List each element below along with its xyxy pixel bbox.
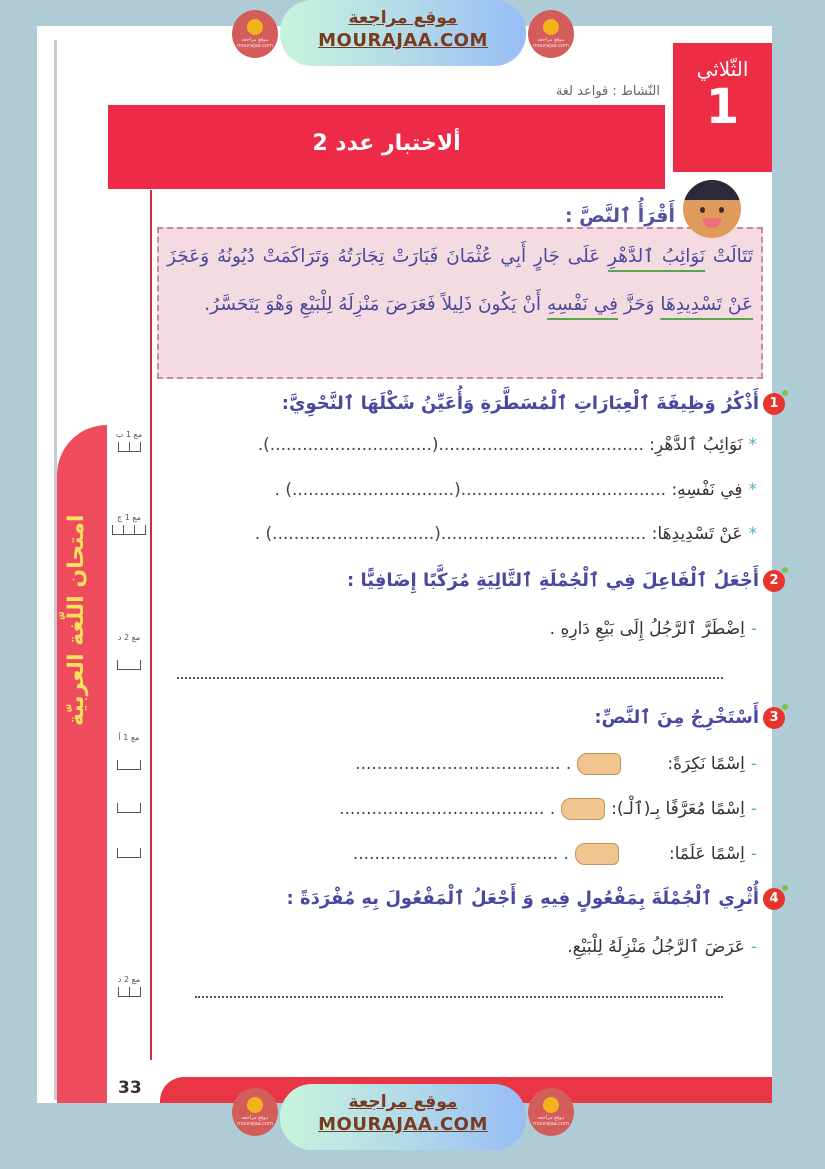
score-box-6[interactable]	[112, 845, 146, 858]
trimester-label: الثّلاثي	[696, 57, 749, 81]
q1-item-2[interactable]: *فِي نَفْسِهِ: ......................................(..............................) .	[274, 480, 757, 500]
star-bullet-icon: *	[748, 435, 757, 455]
question-3: 3أَسْتَخْرِجُ مِنَ ٱلنَّصِّ:	[594, 707, 785, 729]
side-tab-label: امتحان اللّغة العربيّة	[64, 514, 89, 726]
book-icon	[543, 19, 559, 35]
question-2: 2أَجْعَلُ ٱلْفَاعِلَ فِي ٱلْجُمْلَةِ ٱلتَّالِيَةِ مُرَكَّبًا إِضَافِيًّا :	[347, 570, 785, 592]
answer-blank[interactable]: . ......................................	[355, 754, 572, 774]
book-icon	[543, 1097, 559, 1113]
question-number-badge: 4	[763, 888, 785, 910]
q4-answer-line[interactable]	[195, 996, 723, 998]
star-bullet-icon: *	[748, 480, 757, 500]
answer-blank[interactable]: . ......................................	[352, 844, 569, 864]
reading-heading: أَقْرَأُ ٱلنَّصَّ :	[564, 205, 675, 227]
dash-bullet-icon: -	[750, 619, 757, 639]
pointing-hand-icon	[577, 753, 621, 775]
trimester-box	[673, 43, 772, 172]
q1-item-1[interactable]: *نَوَائِبُ ٱلدَّهْرِ: ......................................(..............................).	[257, 435, 757, 455]
score-box-2[interactable]: مع 1 ج	[112, 513, 146, 535]
underlined-phrase: عَنْ تَسْدِيدِهَا	[660, 294, 753, 315]
q3-item-2[interactable]: -اِسْمًا مُعَرَّفًا بِـ(ٱلْـ):. ......................................	[339, 799, 757, 819]
watermark-bottom[interactable]	[280, 1084, 526, 1150]
score-box-5[interactable]	[112, 800, 146, 813]
mourajaa-logo-badge-left-bottom: موقع مراجعة mourajaa.com	[232, 1088, 278, 1136]
star-bullet-icon: *	[748, 524, 757, 544]
watermark-top[interactable]	[280, 0, 526, 66]
score-box-3[interactable]: مع 2 د	[112, 633, 146, 670]
dash-bullet-icon: -	[750, 754, 757, 774]
pointing-hand-icon	[561, 798, 605, 820]
underlined-phrase: فِي نَفْسِهِ	[546, 294, 619, 315]
q3-item-3[interactable]: -اِسْمًا عَلَمًا:. ......................................	[352, 844, 757, 864]
question-4: 4أُثْرِي ٱلْجُمْلَةَ بِمَفْعُولٍ فِيهِ وَ أَجْعَلُ ٱلْمَفْعُولَ بِهِ مُفْرَدَةً :	[286, 888, 785, 910]
activity-label: النّشاط : قواعد لغة	[555, 84, 660, 99]
watermark-arabic: موقع مراجعة	[348, 1092, 458, 1112]
smiling-boy-icon	[683, 180, 741, 238]
pointing-hand-icon	[575, 843, 619, 865]
margin-rule	[150, 190, 152, 1060]
dash-bullet-icon: -	[750, 799, 757, 819]
book-icon	[247, 1097, 263, 1113]
underlined-phrase: نَوَائِبُ ٱلدَّهْرِ	[608, 246, 706, 267]
mourajaa-logo-badge-right: موقع مراجعة mourajaa.com	[528, 10, 574, 58]
question-number-badge: 3	[763, 707, 785, 729]
watermark-arabic: موقع مراجعة	[348, 8, 458, 28]
q2-answer-line[interactable]	[177, 677, 723, 679]
dash-bullet-icon: -	[750, 937, 757, 957]
q1-item-3[interactable]: *عَنْ تَسْدِيدِهَا: ......................................(..............................) .	[254, 524, 757, 544]
q4-sentence: -عَرَضَ ٱلرَّجُلُ مَنْزِلَهُ لِلْبَيْعِ.	[567, 937, 757, 957]
book-icon	[247, 19, 263, 35]
watermark-latin: MOURAJAA.COM	[318, 30, 488, 51]
answer-blank[interactable]: . ......................................	[339, 799, 556, 819]
watermark-latin: MOURAJAA.COM	[318, 1114, 488, 1135]
answer-blank[interactable]: ......................................(..............................).	[257, 435, 644, 455]
answer-blank[interactable]: ......................................(..............................) .	[254, 524, 647, 544]
trimester-number: 1	[705, 79, 740, 135]
question-1: 1أَذْكُرُ وَظِيفَةَ ٱلْعِبَارَاتِ ٱلْمُسَطَّرَةِ وَأُعَيِّنُ شَكْلَهَا ٱلنَّحْوِيَّ:	[282, 393, 785, 415]
answer-blank[interactable]: ......................................(..............................) .	[274, 480, 667, 500]
dash-bullet-icon: -	[750, 844, 757, 864]
score-box-1[interactable]: مع 1 ب	[112, 430, 146, 452]
reading-passage: تَتَالَتْ نَوَائِبُ ٱلدَّهْرِ عَلَى جَارٍ أَبِي عُثْمَانَ فَبَارَتْ تِجَارَتُهُ وَتَرَاكَمَتْ دُيُونُهُ وَعَجَزَ عَنْ تَسْدِيدِهَا وَحَزَّ فِي نَفْسِهِ أَنْ يَكُونَ ذَلِيلاً فَعَرَضَ مَنْزِلَهُ لِلْبَيْعِ وَهْوَ يَتَحَسَّرُ.	[157, 227, 763, 379]
page-title: ألاختبار عدد 2	[108, 105, 665, 189]
question-number-badge: 2	[763, 570, 785, 592]
mourajaa-logo-badge-right-bottom: موقع مراجعة mourajaa.com	[528, 1088, 574, 1136]
score-box-4[interactable]: مع 1 أ	[112, 733, 146, 770]
q3-item-1[interactable]: -اِسْمًا نَكِرَةً:. ......................................	[355, 754, 757, 774]
q2-sentence: -اِضْطَرَّ ٱلرَّجُلُ إِلَى بَيْعِ دَارِهِ .	[549, 619, 757, 639]
page-number: 33	[118, 1078, 142, 1098]
mourajaa-logo-badge-left: موقع مراجعة mourajaa.com	[232, 10, 278, 58]
question-number-badge: 1	[763, 393, 785, 415]
score-box-7[interactable]: مع 2 د	[112, 975, 146, 997]
